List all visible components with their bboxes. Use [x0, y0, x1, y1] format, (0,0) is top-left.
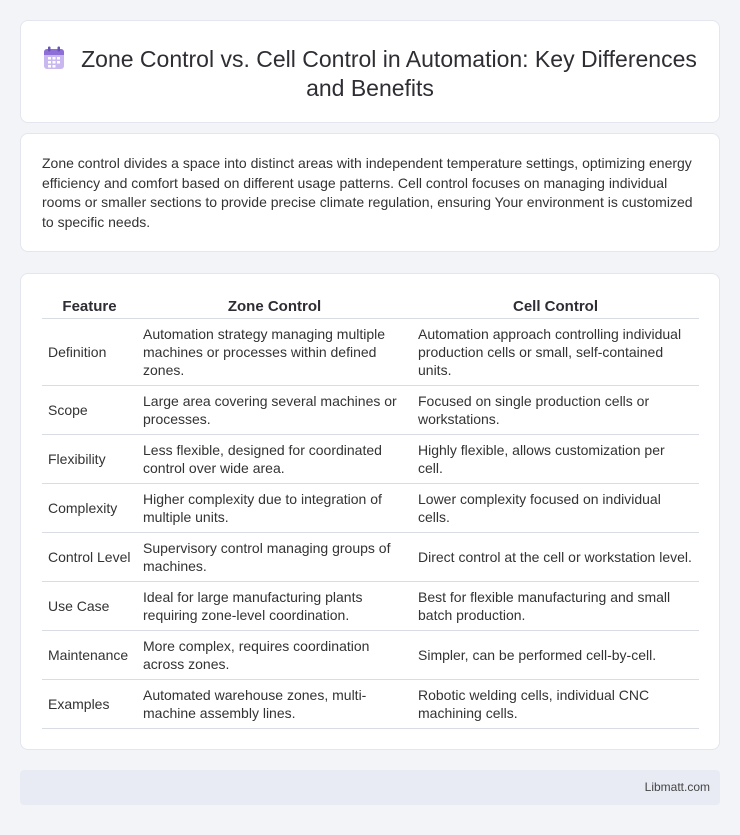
header-zone-control: Zone Control — [137, 296, 412, 318]
cell-control-cell: Focused on single production cells or workstations. — [412, 385, 699, 434]
table-row — [42, 630, 699, 679]
zone-cell: Higher complexity due to integration of multiple units. — [137, 483, 412, 532]
cell-control-cell: Direct control at the cell or workstation level. — [412, 532, 699, 581]
table-row — [42, 483, 699, 532]
feature-cell: Control Level — [42, 532, 137, 581]
table-row — [42, 434, 699, 483]
cell-control-cell: Robotic welding cells, individual CNC machining cells. — [412, 679, 699, 728]
zone-cell: Automated warehouse zones, multi-machine assembly lines. — [137, 679, 412, 728]
zone-cell: Automation strategy managing multiple machines or processes within defined zones. — [137, 318, 412, 385]
feature-cell: Maintenance — [42, 630, 137, 679]
header-feature: Feature — [42, 296, 137, 318]
intro-card — [20, 133, 720, 252]
zone-cell: Ideal for large manufacturing plants requiring zone-level coordination. — [137, 581, 412, 630]
table-card — [20, 273, 720, 750]
intro-paragraph: Zone control divides a space into distinct areas with independent temperature settings, optimizing energy efficiency and comfort based on different usage patterns. Cell control focuses on managing individual rooms or smaller sections to provide precise climate regulation, ensuring Your environment is customized to specific needs. — [42, 155, 693, 230]
table-row — [42, 318, 699, 385]
cell-control-cell: Automation approach controlling individual production cells or small, self-contained units. — [412, 318, 699, 385]
feature-cell: Examples — [42, 679, 137, 728]
cell-control-cell: Simpler, can be performed cell-by-cell. — [412, 630, 699, 679]
table-header-row — [42, 296, 699, 318]
feature-cell: Use Case — [42, 581, 137, 630]
title-card — [20, 20, 720, 123]
page-title-text: Zone Control vs. Cell Control in Automation: Key Differences and Benefits — [81, 46, 697, 101]
zone-cell: Less flexible, designed for coordinated control over wide area. — [137, 434, 412, 483]
footer-brand[interactable]: Libmatt.com — [644, 780, 710, 794]
cell-control-cell: Best for flexible manufacturing and small batch production. — [412, 581, 699, 630]
zone-cell: Supervisory control managing groups of machines. — [137, 532, 412, 581]
footer — [20, 770, 720, 805]
feature-cell: Scope — [42, 385, 137, 434]
table-row — [42, 385, 699, 434]
comparison-table — [42, 296, 699, 729]
table-row — [42, 581, 699, 630]
cell-control-cell: Lower complexity focused on individual cells. — [412, 483, 699, 532]
feature-cell: Flexibility — [42, 434, 137, 483]
zone-cell: Large area covering several machines or processes. — [137, 385, 412, 434]
feature-cell: Definition — [42, 318, 137, 385]
calendar-icon — [43, 46, 65, 70]
page-title — [21, 45, 719, 103]
title-wrap — [21, 45, 719, 103]
feature-cell: Complexity — [42, 483, 137, 532]
zone-cell: More complex, requires coordination across zones. — [137, 630, 412, 679]
header-cell-control: Cell Control — [412, 296, 699, 318]
cell-control-cell: Highly flexible, allows customization per cell. — [412, 434, 699, 483]
table-row — [42, 532, 699, 581]
table-row — [42, 679, 699, 728]
